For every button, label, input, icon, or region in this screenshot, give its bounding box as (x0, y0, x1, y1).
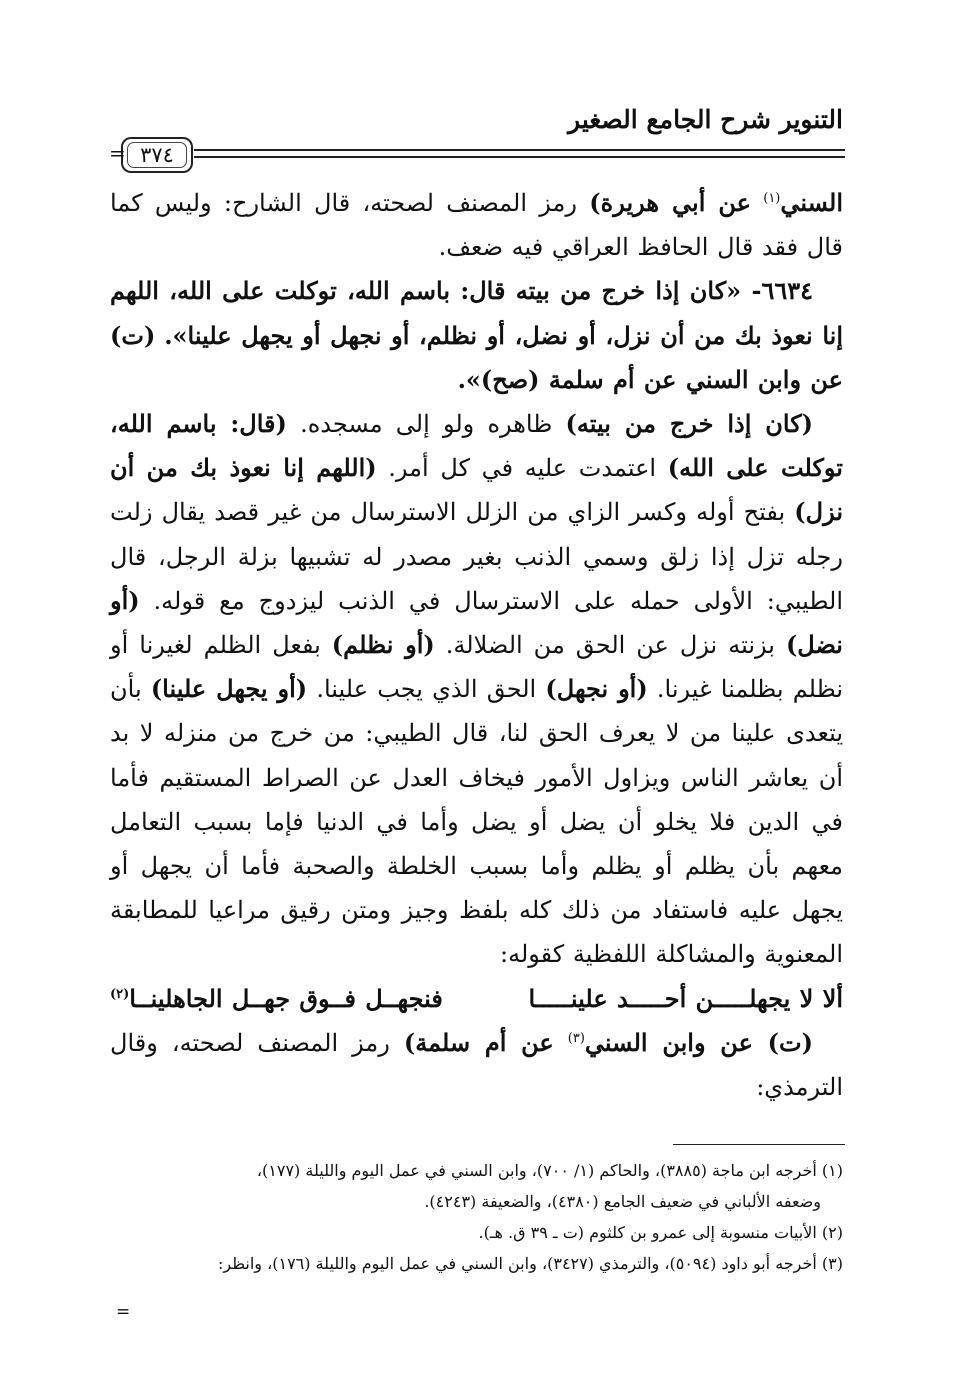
text-bold: (كان إذا خرج من بيته) (565, 409, 813, 439)
header-rule-bottom (194, 156, 845, 158)
header-rule-top (194, 149, 845, 151)
text-plain: الحق الذي يجب علينا. (316, 675, 537, 704)
footnote-ref-3: (٣) (567, 1030, 585, 1046)
text-bold: (اللهم إنا نعوذ بك من أن نزل) (110, 453, 843, 527)
text-bold: عن أبي هريرة) (589, 188, 751, 217)
running-title: التنوير شرح الجامع الصغير (568, 105, 843, 134)
text-bold: عن أم سلمة) (403, 1027, 554, 1057)
verse-second-half (110, 977, 443, 1021)
main-text (110, 181, 843, 1109)
text-plain: رمز المصنف لصحته، وقال الترمذي: (110, 1028, 843, 1102)
text-plain: رمز المصنف لصحته، قال الشارح: وليس كما قال فقد قال الحافظ العراقي فيه ضعف. (110, 189, 843, 262)
footnote-continuation-mark: = (116, 1302, 131, 1322)
text-plain: بفتح أوله وكسر الزاي من الزلل الاسترسال من غير قصد يقال زلت رجله تزل إذا زلق وسمي الذنب بغير مصدر له تشبيها بزلة الرجل، قال الطيبي: الأولى حمله على الاسترسال في الذنب ليزدوج مع قوله. (110, 498, 843, 615)
hadith-source: (ت) عن وابن السني عن أم سلمة (صح)». (110, 320, 843, 394)
page-number-frame (127, 142, 187, 168)
footnote-3: (٣) أخرجه أبو داود (٥٠٩٤)، والترمذي (٣٤٢٧)، وابن السني في عمل اليوم والليلة (١٧٦)، وانظر: (218, 1254, 843, 1273)
text-bold: (أو يجهل علينا) (150, 674, 308, 704)
text-bold: (قال: باسم الله، توكلت على الله) (110, 409, 843, 483)
text-plain: بزنته نزل عن الحق من الضلالة. (445, 631, 775, 660)
verse-first-half-text: ألا لا يجهلـــــن أحـــــد علينـــــا (528, 983, 843, 1013)
hadith-text: ٦٦٣٤- «كان إذا خرج من بيته قال: باسم الله، توكلت على الله، اللهم إنا نعوذ بك من أن نزل، أو نضل، أو نظلم، أو نجهل أو يجهل علينا». (110, 276, 843, 350)
poem-verse (110, 977, 843, 1021)
footnotes (110, 1155, 843, 1279)
text-plain: اعتمدت عليه في كل أمر. (388, 454, 657, 483)
verse-second-half-text: فنجهــل فــوق جهــل الجاهلينــا (129, 983, 443, 1013)
text-bold: (أو نظلم) (331, 630, 435, 660)
text-plain: ظاهره ولو إلى مسجده. (300, 410, 553, 439)
footnote-ref-1: (١) (763, 191, 781, 206)
page-number: ٣٧٤ (140, 143, 174, 167)
paragraph-1 (110, 181, 843, 269)
footnote-separator (673, 1144, 845, 1145)
text-bold: (أو نضل) (110, 585, 843, 660)
text-bold: (أو نجهل) (545, 674, 648, 704)
hadith-6634 (110, 269, 843, 402)
continuation-mark: = (109, 141, 126, 165)
commentary (110, 402, 843, 977)
text-bold: (ت) عن وابن السني (584, 1027, 813, 1057)
text-bold: السني (780, 188, 844, 217)
footnote-1-line-2: وضعفه الألباني في ضعيف الجامع (٤٣٨٠)، والضعيفة (٤٢٤٣). (424, 1192, 821, 1211)
text-plain: بأن يتعدى علينا من لا يعرف الحق لنا، قال الطيبي: من خرج من منزله لا بد أن يعاشر الناس ويزاول الأمور فيخاف العدل عن الصراط المستقيم فأما في الدين فلا يخلو أن يضل أو يضل وأما في الدنيا فإما بسبب التعامل معهم بأن يظلم أو يظلم وأما بسبب الخلطة والصحبة فأما أن يجهل أو يجهل عليه فاستفاد من ذلك كله بلفظ وجيز ومتن رقيق مراعيا للمطابقة المعنوية والمشاكلة اللفظية كقوله: (110, 675, 844, 969)
footnote-ref-2: (٢) (110, 986, 130, 1002)
text-plain: بفعل الظلم لغيرنا أو نظلم بظلمنا غيرنا. (110, 631, 843, 704)
page-number-box (121, 137, 193, 173)
footnote-1-line-1: (١) أخرجه ابن ماجة (٣٨٨٥)، والحاكم (١/ ٧٠٠)، وابن السني في عمل اليوم والليلة (١٧٧)، (256, 1161, 843, 1180)
footnote-2: (٢) الأبيات منسوبة إلى عمرو بن كلثوم (ت ـ ٣٩ ق. هـ). (478, 1223, 843, 1242)
paragraph-source (110, 1021, 843, 1109)
verse-first-half (528, 977, 843, 1021)
